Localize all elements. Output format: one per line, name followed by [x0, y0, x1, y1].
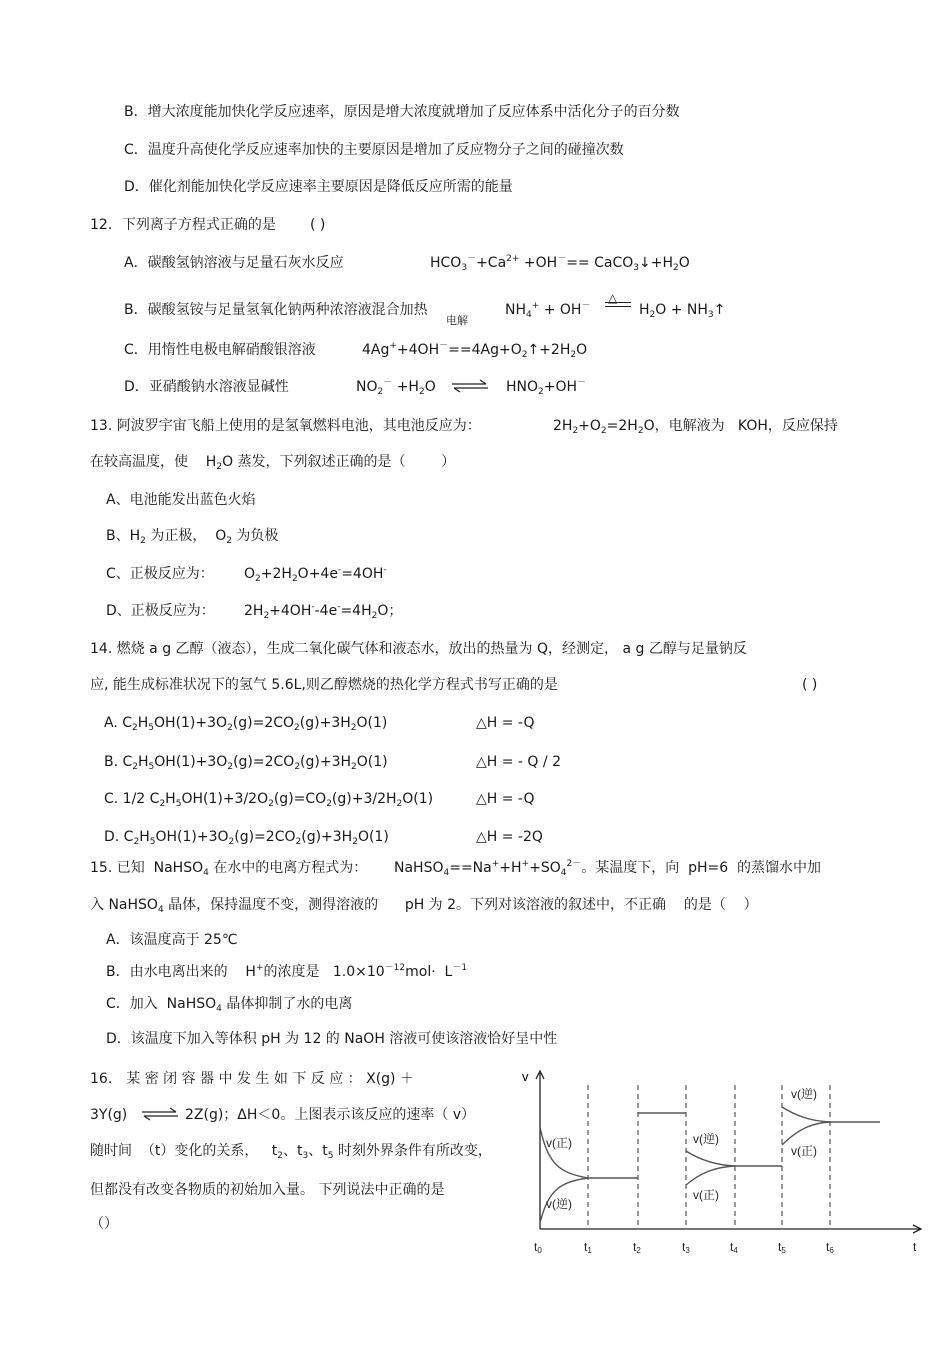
q15-option-d: D．该温度下加入等体积 pH 为 12 的 NaOH 溶液可使该溶液恰好呈中性	[106, 1031, 558, 1047]
label-v-forward-2: v(正)	[693, 1188, 719, 1202]
q12-option-b-eq-right: $H_2O$ + $NH_3↑$	[639, 302, 726, 320]
q15-option-b: B．由水电离出来的 H+的浓度是 $1.0\times 10^{-12}mol\cdot L^{-1}$	[106, 963, 468, 980]
v-reverse-curve-t5-t6	[782, 1107, 830, 1122]
reversible-arrow-icon	[140, 1106, 180, 1122]
q13-option-c-label: C、正极反应为：	[106, 566, 214, 582]
heat-symbol: △	[608, 291, 618, 305]
tick-t6: t6	[826, 1240, 834, 1255]
q11-option-b: B．增大浓度能加快化学反应速率，原因是增大浓度就增加了反应体系中活化分子的百分数	[124, 104, 680, 120]
q12-answer-bracket: ( )	[310, 217, 326, 233]
electrolysis-label: 电解	[446, 314, 468, 327]
tick-t1: t1	[584, 1240, 592, 1255]
label-v-forward-3: v(正)	[791, 1144, 817, 1158]
q12-stem: 12．下列离子方程式正确的是	[90, 217, 276, 233]
q16-stem-line2-right: 2Z(g)；ΔH＜0。上图表示该反应的速率（ v）	[185, 1107, 476, 1123]
q13-option-d-label: D、正极反应为：	[106, 603, 215, 619]
q13-stem-line1: 13. 阿波罗宇宙飞船上使用的是氢氧燃料电池，其电池反应为：	[90, 418, 481, 434]
q16-stem-line5: （）	[90, 1216, 118, 1232]
q15-option-a: A．该温度高于 25℃	[106, 932, 238, 948]
label-v-reverse-2: v(逆)	[693, 1132, 719, 1146]
x-axis-label: t	[913, 1240, 917, 1254]
rate-time-chart	[520, 1065, 930, 1265]
label-v-forward-1: v(正)	[546, 1136, 572, 1150]
q15-option-c: C．加入 NaHSO$_4$ 晶体抑制了水的电离	[106, 996, 353, 1014]
v-forward-curve-t5-t6	[782, 1122, 830, 1145]
q14-answer-bracket: ( )	[802, 677, 818, 693]
q16-stem-line4: 但都没有改变各物质的初始加入量。 下列说法中正确的是	[90, 1182, 445, 1198]
q14-option-b-dh: △H = - Q / 2	[476, 754, 561, 770]
q12-option-d-eq-right: $HNO_2+OH^-$	[506, 378, 587, 397]
q13-option-c-equation: $O_2+2H_2O+4e^-=4OH^-$	[244, 565, 387, 584]
q14-option-c-equation: C. 1/2 $C_2H_5OH(1)+3/2O_2(g)=CO_2(g)+3/2H_2O(1)$	[104, 791, 434, 809]
tick-t4: t4	[730, 1240, 738, 1255]
v-reverse-curve-t3-t4	[686, 1151, 735, 1166]
v-forward-curve-t3-t4	[686, 1166, 735, 1185]
q13-equation: $2H_2+O_2=2H_2O$，电解液为 KOH，反应保持	[553, 418, 838, 436]
tick-t5: t5	[778, 1240, 786, 1255]
q16-stem-line3: 随时间 （t）变化的关系， $t_2$、$t_3$、$t_5$ 时刻外界条件有所改变，	[90, 1143, 492, 1161]
q12-option-d-text: D．亚硝酸钠水溶液显碱性	[124, 379, 289, 395]
q12-option-b-eq-left: $NH_4^+ + OH^-$	[505, 301, 591, 320]
q14-stem-line1: 14. 燃烧 a g 乙醇（液态），生成二氧化碳气体和液态水，放出的热量为 Q，经测定， a g 乙醇与足量钠反	[90, 641, 747, 657]
q14-option-b-equation: B. $C_2H_5OH(1)+3O_2(g)=2CO_2(g)+3H_2O(1)$	[104, 754, 388, 772]
q16-stem-line2-left: 3Y(g)	[90, 1107, 128, 1123]
q15-stem-line1: 15. 已知 NaHSO$_4$ 在水中的电离方程式为： $NaHSO_4==Na^++H^++SO_4^{2-}$。某温度下，向 pH=6 的蒸馏水中加	[90, 859, 822, 878]
y-axis-label: v	[522, 1069, 529, 1084]
q11-option-c: C．温度升高使化学反应速率加快的主要原因是增加了反应物分子之间的碰撞次数	[124, 142, 624, 158]
q13-option-d-equation: $2H_2+4OH^--4e^-=4H_2O$；	[244, 602, 403, 621]
q14-stem-line2: 应, 能生成标准状况下的氢气 5.6L,则乙醇燃烧的热化学方程式书写正确的是	[90, 677, 558, 693]
reversible-arrow-icon	[450, 378, 490, 394]
tick-t3: t3	[682, 1240, 690, 1255]
q11-option-d: D．催化剂能加快化学反应速率主要原因是降低反应所需的能量	[124, 179, 513, 195]
q12-option-c-equation: $4Ag^++4OH^-==4Ag+O_2↑+2H_2O$	[362, 341, 588, 360]
q12-option-c-text: C．用惰性电极电解硝酸银溶液	[124, 342, 316, 358]
equals-arrow	[605, 296, 631, 304]
v-forward-curve-t0-t1	[540, 1127, 588, 1178]
label-v-reverse-3: v(逆)	[791, 1087, 817, 1101]
q14-option-a-equation: A. $C_2H_5OH(1)+3O_2(g)=2CO_2(g)+3H_2O(1)$	[104, 715, 388, 733]
q14-option-d-equation: D. $C_2H_5OH(1)+3O_2(g)=2CO_2(g)+3H_2O(1)$	[104, 829, 389, 847]
q13-option-b: B、$H_2$ 为正极， $O_2$ 为负极	[106, 528, 279, 546]
tick-t2: t2	[633, 1240, 641, 1255]
label-v-reverse-1: v(逆)	[546, 1197, 572, 1211]
q12-option-d-eq-left: $NO_2^- +H_2O$	[356, 378, 436, 397]
q15-stem-line2: 入 NaHSO$_4$ 晶体，保持温度不变，测得溶液的 pH 为 2。下列对该溶液的叙述中，不正确 的是（ ）	[90, 897, 758, 915]
q12-option-a-equation: $HCO_3^-+Ca^{2+} +OH^-==$ $CaCO_3↓+H_2O$	[430, 254, 690, 273]
q13-option-a: A、电池能发出蓝色火焰	[106, 492, 256, 508]
q12-option-b-text: B．碳酸氢铵与足量氢氧化钠两种浓溶液混合加热	[124, 302, 428, 318]
q13-stem-line2: 在较高温度，使 $H_2O$ 蒸发，下列叙述正确的是（ ）	[90, 454, 456, 472]
q16-stem-line1: 16． 某 密 闭 容 器 中 发 生 如 下 反 应 ： X(g) ＋	[90, 1071, 414, 1087]
tick-t0: t0	[534, 1240, 542, 1255]
q12-option-a-text: A．碳酸氢钠溶液与足量石灰水反应	[124, 255, 344, 271]
q14-option-a-dh: △H = -Q	[476, 715, 535, 731]
q14-option-c-dh: △H = -Q	[476, 791, 535, 807]
q14-option-d-dh: △H = -2Q	[476, 829, 543, 845]
